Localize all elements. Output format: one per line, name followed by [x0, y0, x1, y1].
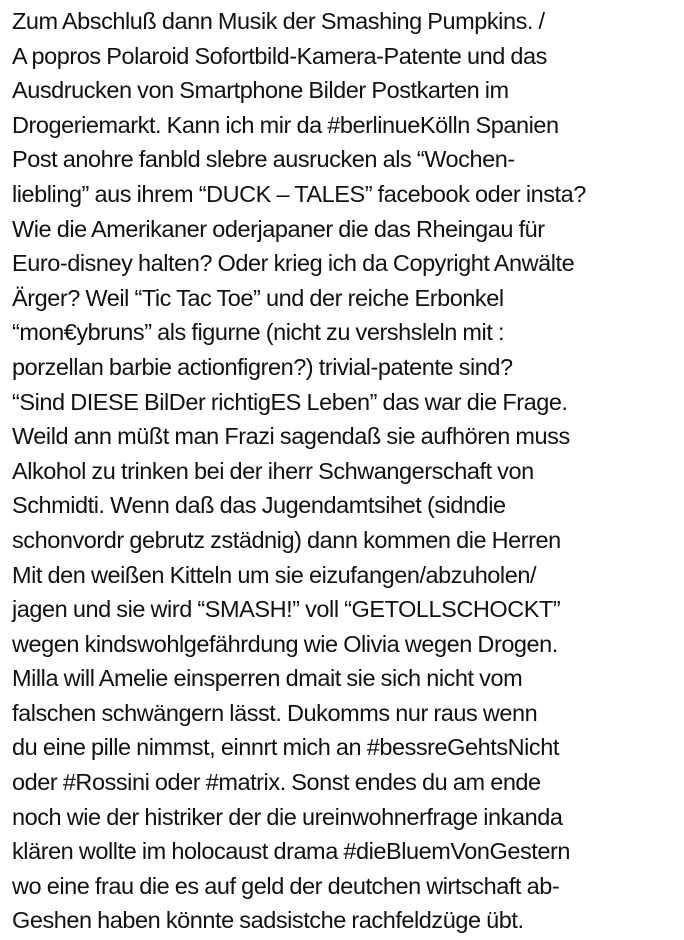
text-line: schonvordr gebrutz zstädnig) dann kommen die Herren	[12, 526, 561, 553]
text-line: Wie die Amerikaner oderjapaner die das Rheingau für	[12, 215, 545, 242]
text-line: liebling” aus ihrem “DUCK – TALES” facebook oder insta?	[12, 180, 586, 207]
text-line: oder #Rossini oder #matrix. Sonst endes du am ende	[12, 769, 541, 796]
text-line: Mit den weißen Kitteln um sie eizufangen/abzuholen/	[12, 561, 537, 588]
text-line: Drogeriemarkt. Kann ich mir da #berlinueKölln Spanien	[12, 111, 559, 138]
text-line: Milla will Amelie einsperren dmait sie sich nicht vom	[12, 665, 523, 692]
text-line: noch wie der histriker der die ureinwohnerfrage inkanda	[12, 803, 563, 830]
text-line: Ausdrucken von Smartphone Bilder Postkarten im	[12, 77, 509, 104]
text-line: Zum Abschluß dann Musik der Smashing Pumpkins. /	[12, 8, 545, 34]
text-line: falschen schwängern lässt. Dukomms nur raus wenn	[12, 699, 538, 726]
text-line: Euro-disney halten? Oder krieg ich da Copyright Anwälte	[12, 250, 575, 277]
text-line: “Sind DIESE BilDer richtigES Leben” das war die Frage.	[12, 388, 568, 415]
text-line: “mon€ybruns” als figurne (nicht zu vershsleln mit :	[12, 319, 505, 346]
text-line: wegen kindswohlgefährdung wie Olivia wegen Drogen.	[12, 630, 558, 657]
text-line: Ärger? Weil “Tic Tac Toe” und der reiche Erbonkel	[12, 284, 504, 311]
text-line: Weild ann müßt man Frazi sagendaß sie aufhören muss	[12, 423, 570, 450]
text-line: A popros Polaroid Sofortbild-Kamera-Patente und das	[12, 42, 547, 69]
text-line: klären wollte im holocaust drama #dieBluemVonGestern	[12, 838, 570, 865]
text-line: Schmidti. Wenn daß das Jugendamtsihet (sidndie	[12, 492, 506, 519]
text-line: Alkohol zu trinken bei der iherr Schwangerschaft von	[12, 457, 534, 484]
text-line: jagen und sie wird “SMASH!” voll “GETOLLSCHOCKT”	[12, 596, 561, 623]
text-line: Geshen haben könnte sadsistche rachfeldzüge übt.	[12, 907, 524, 934]
text-line: porzellan barbie actionfigren?) trivial-patente sind?	[12, 353, 513, 380]
text-line: wo eine frau die es auf geld der deutchen wirtschaft ab-	[12, 872, 560, 899]
text-line: du eine pille nimmst, einnrt mich an #bessreGehtsNicht	[12, 734, 559, 761]
text-line: Post anohre fanbld slebre ausrucken als “Wochen-	[12, 146, 515, 173]
